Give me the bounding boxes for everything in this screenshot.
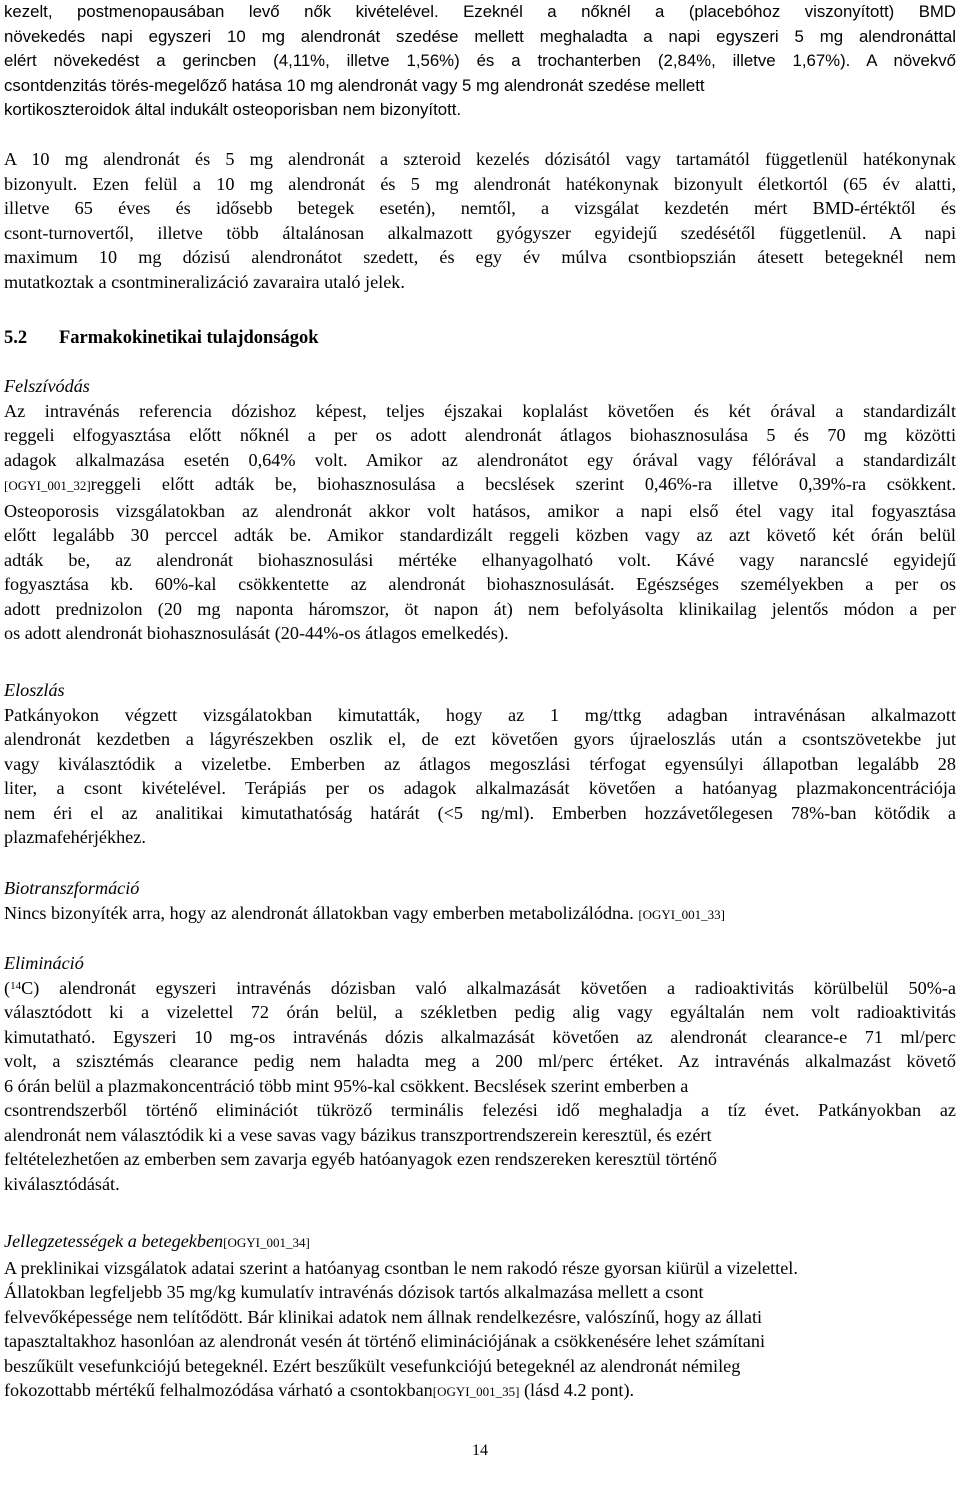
text-line: nem éri el az analitikai kimutathatóság határát (<5 ng/ml). Emberben hozzávetőlegesen 78%-ban kötődik a <box>4 802 956 823</box>
reference-tag: [OGYI_001_32] <box>4 478 91 493</box>
text-fragment: (lásd 4.2 pont). <box>519 1380 635 1400</box>
subsection-distribution <box>4 678 956 850</box>
subsection-title: Biotranszformáció <box>4 878 140 898</box>
text-line: elért növekedést a gerincben (4,11%, illetve 1,56%) és a trochanterben (2,84%, illetve 1,67%). A növekvő <box>4 51 956 70</box>
section-number: 5.2 <box>4 328 28 348</box>
text-line: tapasztaltakhoz hasonlóan az alendronát vesén át történő eliminációjának a csökkenésére lehet számítani <box>4 1331 766 1351</box>
text-line-with-sup <box>4 976 956 1001</box>
text-line: 6 órán belül a plazmakoncentráció több mint 95%-kal csökkent. Becslések szerint emberben a <box>4 1075 689 1096</box>
text-line: vagy kiválasztódik a vizeletbe. Emberben az átlagos megoszlási térfogat egyensúlyi állapotban legalább 28 <box>4 753 956 774</box>
text-line: felvevőképessége nem telítődött. Bár klinikai adatok nem állnak rendelkezésre, valószínű, hogy az állati <box>4 1306 763 1327</box>
text-line: fogyasztása kb. 60%-kal csökkentette az alendronát biohasznosulását. Egészséges személyekben a per os <box>4 574 956 594</box>
text-line: illetve 65 éves és idősebb betegek esetén), nemtől, a vizsgálat kezdetén mért BMD-értéktől és <box>4 198 956 218</box>
text-line: Patkányokon végzett vizsgálatokban kimutatták, hogy az 1 mg/ttkg adagban intravénásan alkalmazott <box>4 704 956 725</box>
subsection-title: Jellegzetességek a betegekben <box>4 1231 224 1251</box>
section-title: Farmakokinetikai tulajdonságok <box>59 328 319 348</box>
text-line: Állatokban legfeljebb 35 mg/kg kumulatív intravénás dózisok tartós alkalmazása mellett a csont <box>4 1282 704 1302</box>
subsection-title: Felszívódás <box>4 376 90 396</box>
text-line: kiválasztódását. <box>4 1173 120 1194</box>
text-line: os adott alendronát biohasznosulását (20-44%-os átlagos emelkedés). <box>4 623 509 643</box>
subsection-absorption <box>4 374 956 646</box>
text-line: kortikoszteroidok által indukált osteoporisban nem bizonyított. <box>4 100 462 119</box>
text-line: beszűkült vesefunkciójú betegeknél. Ezért beszűkült vesefunkciójú betegeknél az alendronát némileg <box>4 1355 741 1376</box>
text-fragment: Nincs bizonyíték arra, hogy az alendronát állatokban vagy emberben metabolizálódna. <box>4 902 634 923</box>
reference-tag: [OGYI_001_35] <box>432 1384 520 1399</box>
paragraph-efficacy-independent <box>4 147 956 294</box>
text-line: választódott ki a vizelettel 72 órán belül, a székletben pedig alig vagy egyáltalán nem volt radioaktivitás <box>4 1002 956 1022</box>
text-line: feltételezhetően az emberben sem zavarja egyéb hatóanyagok ezen rendszereken keresztül történő <box>4 1149 717 1169</box>
text-line: kezelt, postmenopausában levő nők kivételével. Ezeknél a nőknél a (placebóhoz viszonyított) BMD <box>4 2 956 21</box>
text-fragment: reggeli előtt adták be, biohasznosulása a becslések szerint 0,46%-ra illetve 0,39%-ra csökkent. <box>90 474 956 494</box>
reference-tag: [OGYI_001_34] <box>223 1235 310 1250</box>
text-line: reggeli elfogyasztása előtt nőknél a per os adott alendronát átlagos biohasznosulása 5 és 70 mg közötti <box>4 425 956 445</box>
text-line-with-tag <box>4 1378 956 1405</box>
subsection-title-line <box>4 1229 956 1256</box>
text-line: csontrendszerből történő eliminációt tükröző terminális felezési idő meghaladja a tíz évet. Patkányokban az <box>4 1100 956 1120</box>
text-fragment: C) alendronát egyszeri intravénás dózisban való alkalmazását követően a radioaktivitás körülbelül 50%-a <box>21 977 956 998</box>
paragraph-efficacy-continued <box>4 0 956 123</box>
text-line: Osteoporosis vizsgálatokban az alendronát akkor volt hatásos, amikor a napi első étel vagy ital fogyasztása <box>4 500 956 521</box>
text-line: csont-turnovertől, illetve több általánosan alkalmazott gyógyszer egyidejű szedésétől függetlenül. A napi <box>4 222 956 243</box>
text-line: alendronát kezdetben a lágyrészekben oszlik el, de ezt követően gyors újraeloszlás után a csontszövetekbe jut <box>4 729 956 749</box>
text-line: maximum 10 mg dózisú alendronátot szedett, és egy év múlva csontbiopszián átesett betegeknél nem <box>4 247 956 267</box>
text-line: bizonyult. Ezen felül a 10 mg alendronát és 5 mg alendronát hatékonynak bizonyult életkortól (65 év alatti, <box>4 173 956 194</box>
text-line: adták be, az alendronát biohasznosulási mértéke elhanyagolható volt. Kávé vagy narancslé egyidejű <box>4 549 956 570</box>
text-line: plazmafehérjékhez. <box>4 827 146 847</box>
text-line: előtt legalább 30 perccel adták be. Amikor standardizált reggeli közben vagy az azt követő két órán belül <box>4 525 956 545</box>
text-line: alendronát nem választódik ki a vese savas vagy bázikus transzportrendszerein keresztül, és ezért <box>4 1124 712 1145</box>
text-line: növekedés napi egyszeri 10 mg alendronát szedése mellett meghaladta a napi egyszeri 5 mg alendronáttal <box>4 26 956 46</box>
text-line: A 10 mg alendronát és 5 mg alendronát a szteroid kezelés dózisától vagy tartamától függetlenül hatékonynak <box>4 149 956 169</box>
text-line: adagok alkalmazása esetén 0,64% volt. Amikor az alendronátot egy órával vagy félórával a standardizált <box>4 449 956 470</box>
text-line: liter, a csont kivételével. Terápiás per os adagok alkalmazását követően a hatóanyag plazmakoncentrációja <box>4 778 956 798</box>
reference-tag: [OGYI_001_33] <box>638 906 725 922</box>
text-fragment: ( <box>4 977 11 998</box>
text-line: mutatkoztak a csontmineralizáció zavaraira utaló jelek. <box>4 271 405 292</box>
subsection-patient-characteristics <box>4 1229 956 1405</box>
text-line: adott prednizolon (20 mg naponta háromszor, öt napon át) nem befolyásolta klinikailag jelentős módon a per <box>4 598 956 619</box>
subsection-elimination <box>4 951 956 1196</box>
subsection-biotransformation <box>4 876 956 927</box>
page-number: 14 <box>472 1442 488 1459</box>
text-line-with-tag <box>4 901 956 928</box>
text-line: csontdenzitás törés-megelőző hatása 10 mg alendronát vagy 5 mg alendronát szedése mellett <box>4 75 705 95</box>
subsection-title: Eloszlás <box>4 680 65 700</box>
isotope-superscript: 14 <box>10 979 22 992</box>
text-line: volt, a szisztémás clearance pedig nem haladta meg a 200 ml/perc értéket. Az intravénás alkalmazást követő <box>4 1051 956 1071</box>
text-fragment: fokozottabb mértékű felhalmozódása várható a csontokban <box>4 1380 433 1400</box>
text-line-with-tag <box>4 472 956 499</box>
subsection-title: Elimináció <box>4 953 84 973</box>
text-line: A preklinikai vizsgálatok adatai szerint a hatóanyag csontban le nem rakodó része gyorsan kiürül a vizelettel. <box>4 1257 798 1278</box>
text-line: kimutatható. Egyszeri 10 mg-os intravénás dózis alkalmazását követően az alendronát clearance-e 71 ml/perc <box>4 1026 956 1047</box>
section-heading <box>4 328 319 349</box>
text-line: Az intravénás referencia dózishoz képest, teljes éjszakai koplalást követően és két órával a standardizált <box>4 400 956 421</box>
